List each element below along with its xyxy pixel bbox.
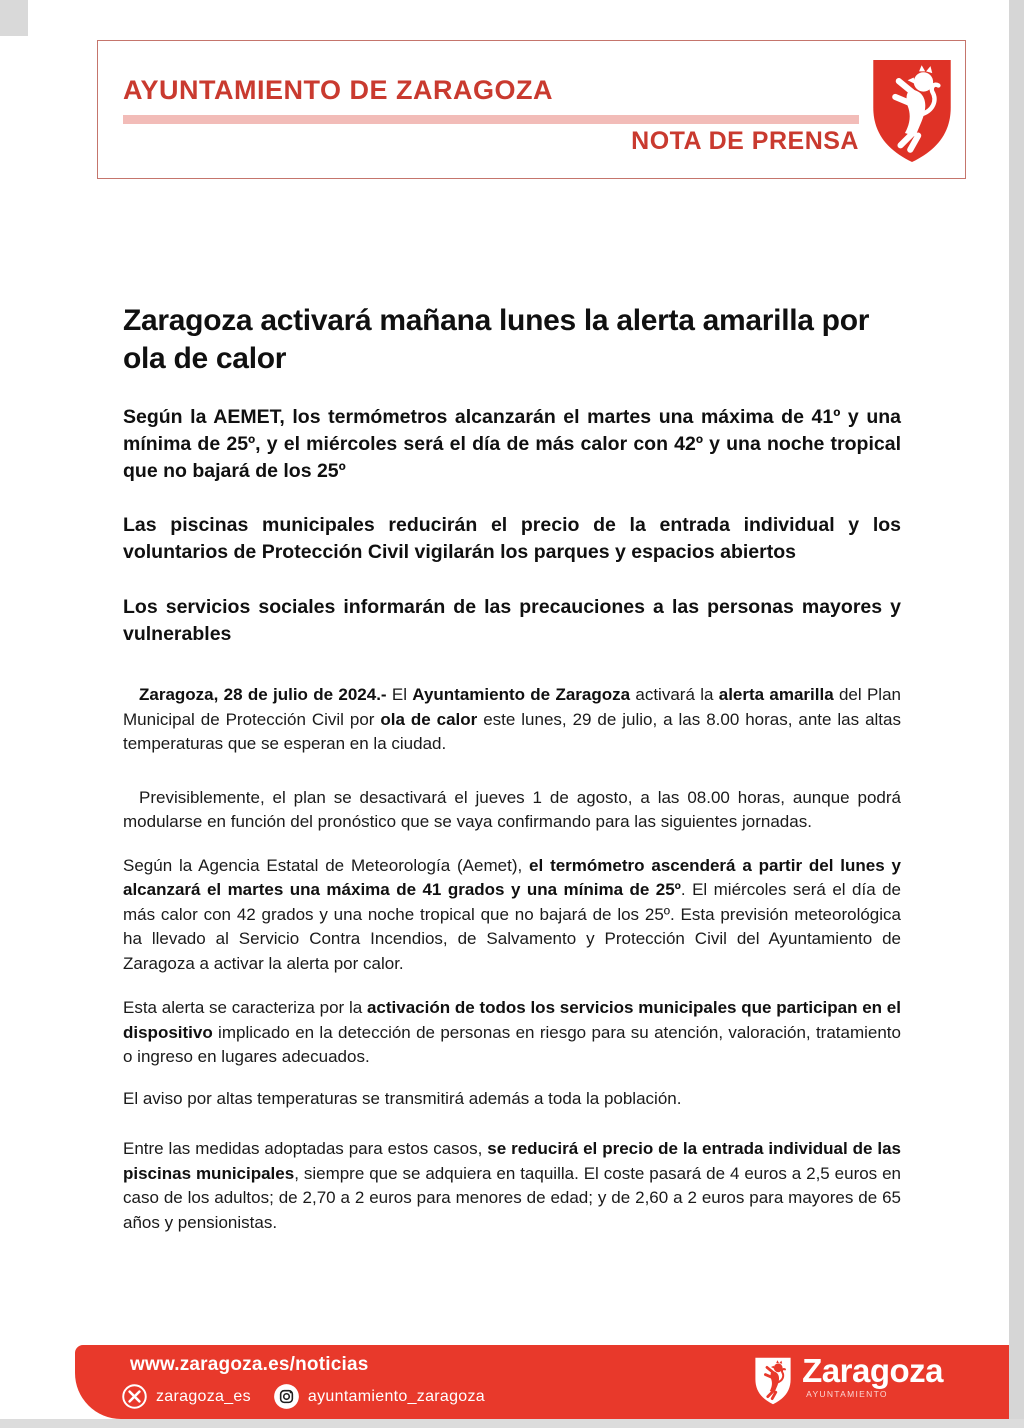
scan-edge-top-left	[0, 0, 28, 36]
subheading-social-services: Los servicios sociales informarán de las precauciones a las personas mayores y vulnerables	[123, 596, 901, 645]
paragraph-pool-prices: Entre las medidas adoptadas para estos casos, se reducirá el precio de la entrada individual de las piscinas municipales, siempre que se adquiera en taquilla. El coste pasará de 4 euros a 2,5 euros en caso de los adultos; de 2,70 a 2 euros para menores de edad; y de 2,60 a 2 euros para mayores de 65 años y pensionistas.	[123, 1139, 901, 1232]
brand-subtitle: AYUNTAMIENTO	[806, 1389, 888, 1400]
paragraph-population-notice: El aviso por altas temperaturas se transmitirá además a toda la población.	[123, 1088, 682, 1108]
brand-wordmark	[802, 1353, 943, 1399]
press-release-body	[123, 302, 901, 1235]
subheading-weather-forecast: Según la AEMET, los termómetros alcanzarán el martes una máxima de 41º y una mínima de 25º, y el miércoles será el día de más calor con 42º y una noche tropical que no bajará de los 25º	[123, 406, 901, 482]
twitter-handle[interactable]: zaragoza_es	[156, 1387, 251, 1405]
instagram-handle[interactable]: ayuntamiento_zaragoza	[307, 1387, 486, 1405]
footer-bar	[75, 1345, 1009, 1419]
footer-social-row	[121, 1383, 485, 1410]
subheading-pools-and-volunteers: Las piscinas municipales reducirán el precio de la entrada individual y los voluntarios de Protección Civil vigilarán los parques y espacios abiertos	[123, 514, 901, 563]
paragraph-alert-activation: Zaragoza, 28 de julio de 2024.- El Ayuntamiento de Zaragoza activará la alerta amarilla del Plan Municipal de Protección Civil por ola de calor este lunes, 29 de julio, a las 8.00 horas, ante las altas temperaturas que se esperan en la ciudad.	[123, 685, 901, 753]
zaragoza-lion-shield-icon	[753, 1356, 793, 1406]
zaragoza-lion-shield-icon	[868, 56, 956, 166]
paragraph-municipal-services: Esta alerta se caracteriza por la activación de todos los servicios municipales que participan en el dispositivo implicado en la detección de personas en riesgo para su atención, valoración, tratamiento o ingreso en lugares adecuados.	[123, 998, 901, 1066]
paragraph-aemet-forecast: Según la Agencia Estatal de Meteorología (Aemet), el termómetro ascenderá a partir del lunes y alcanzará el martes una máxima de 41 grados y una mínima de 25º. El miércoles será el día de más calor con 42 grados y una noche tropical que no bajará de los 25º. Esta previsión meteorológica ha llevado al Servicio Contra Incendios, de Salvamento y Protección Civil del Ayuntamiento de Zaragoza a activar la alerta por calor.	[123, 855, 902, 973]
x-twitter-icon[interactable]	[121, 1383, 148, 1410]
press-release-header	[97, 40, 966, 179]
instagram-icon[interactable]	[273, 1383, 300, 1410]
paragraph-deactivation-plan: Previsiblemente, el plan se desactivará el jueves 1 de agosto, a las 08.00 horas, aunque podrá modularse en función del pronóstico que se vaya confirmando para las siguientes jornadas.	[123, 787, 901, 831]
page-title: Zaragoza activará mañana lunes la alerta amarilla por ola de calor	[123, 304, 870, 375]
document-type-label: NOTA DE PRENSA	[631, 127, 859, 155]
scan-edge-right	[1009, 0, 1024, 1428]
brand-name: Zaragoza	[802, 1352, 943, 1389]
header-underline	[123, 115, 859, 124]
scan-edge-bottom	[0, 1419, 1024, 1428]
footer-zaragoza-logo	[753, 1353, 943, 1406]
organization-name: AYUNTAMIENTO DE ZARAGOZA	[123, 75, 554, 105]
footer-website-link[interactable]: www.zaragoza.es/noticias	[130, 1354, 369, 1375]
